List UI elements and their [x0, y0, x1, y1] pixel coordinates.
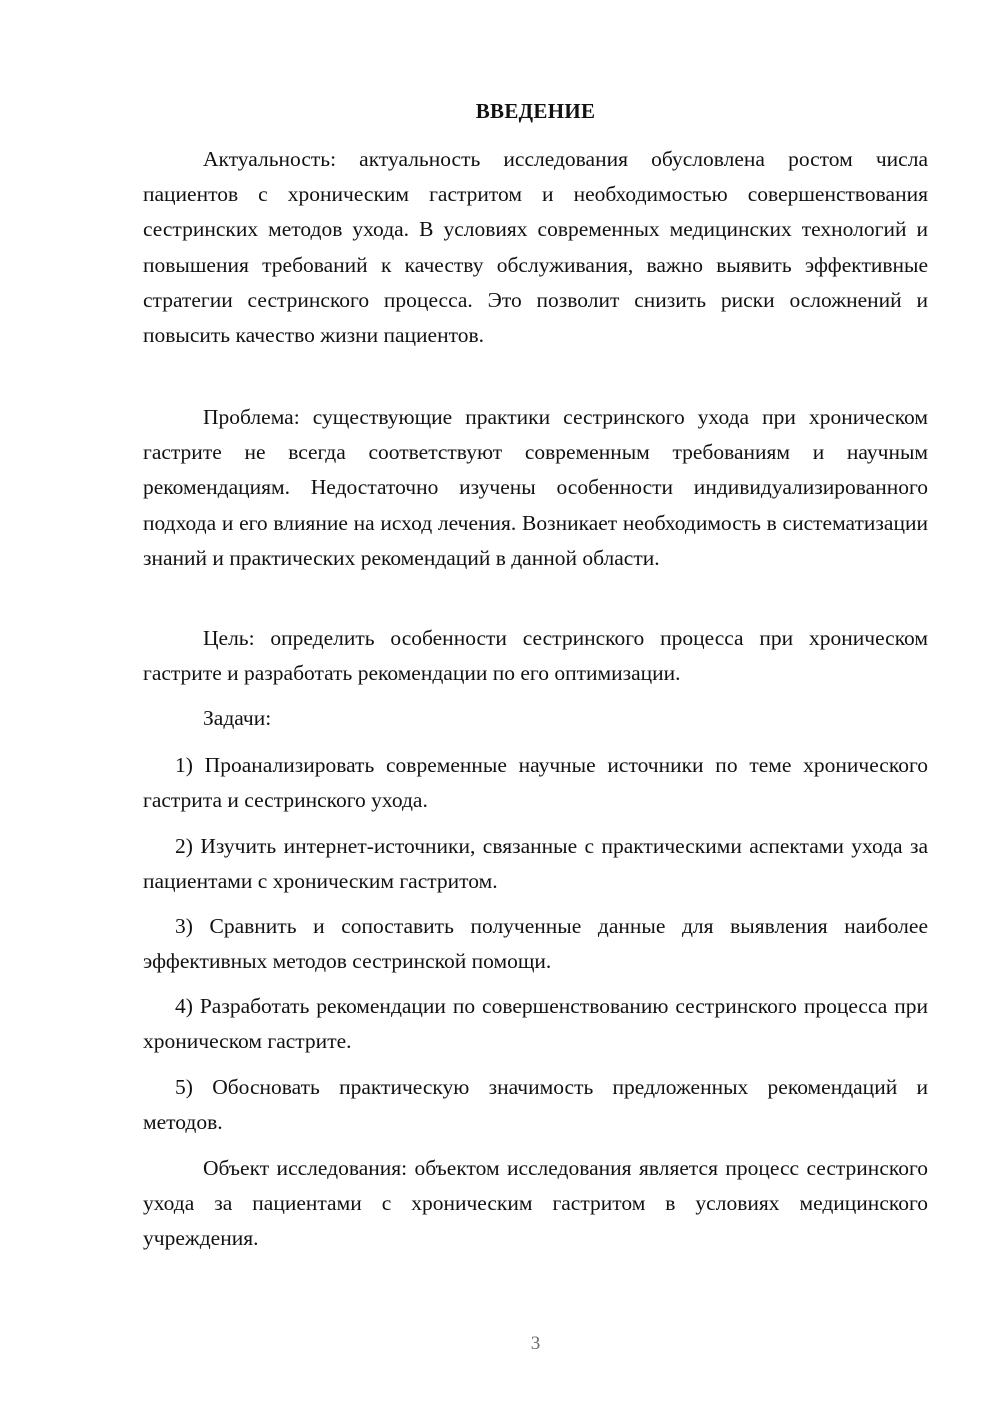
tasks-heading: Задачи: [203, 706, 272, 730]
task-item-4: 4) Разработать рекомендации по совершенствованию сестринского процесса при хроническом гастрите. [143, 994, 928, 1054]
task-item-5: 5) Обосновать практическую значимость предложенных рекомендаций и методов. [143, 1075, 928, 1135]
task-item-3: 3) Сравнить и сопоставить полученные данные для выявления наиболее эффективных методов сестринской помощи. [143, 914, 928, 974]
section-title: ВВЕДЕНИЕ [475, 99, 596, 123]
task-item-1: 1) Проанализировать современные научные источники по теме хронического гастрита и сестринского ухода. [143, 753, 928, 813]
goal-paragraph: Цель: определить особенности сестринского процесса при хроническом гастрите и разработать рекомендации по его оптимизации. [143, 626, 928, 686]
task-item-2: 2) Изучить интернет-источники, связанные с практическими аспектами ухода за пациентами с хроническим гастритом. [143, 834, 928, 894]
document-page [143, 0, 928, 1414]
page-number: 3 [530, 1333, 541, 1354]
object-paragraph: Объект исследования: объектом исследования является процесс сестринского ухода за пациентами с хроническим гастритом в условиях медицинского учреждения. [143, 1156, 928, 1251]
problem-paragraph: Проблема: существующие практики сестринского ухода при хроническом гастрите не всегда соответствуют современным требованиям и научным рекомендациям. Недостаточно изучены особенности индивидуализированного подхода и его влияние на исход лечения. Возникает необходимость в систематизации знаний и практических рекомендаций в данной области. [143, 405, 928, 570]
relevance-paragraph: Актуальность: актуальность исследования обусловлена ростом числа пациентов с хроническим гастритом и необходимостью совершенствования сестринских методов ухода. В условиях современных медицинских технологий и повышения требований к качеству обслуживания, важно выявить эффективные стратегии сестринского процесса. Это позволит снизить риски осложнений и повысить качество жизни пациентов. [143, 147, 928, 348]
